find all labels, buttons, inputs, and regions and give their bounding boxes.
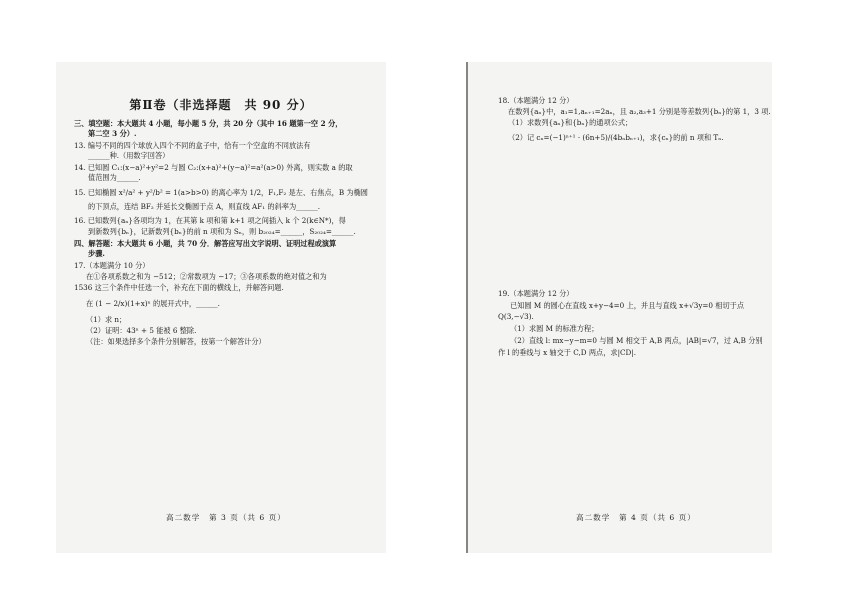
question-18-stem: 在数列{aₙ}中，a₁=1,aₙ₊₁=2aₙ，且 a₂,a₃+1 分别是等差数列{bₙ}的第 1，3 项. xyxy=(508,107,771,116)
question-17-conditions: 在①各项系数之和为 −512；②常数项为 −17；③各项系数的绝对值之和为 xyxy=(86,272,327,281)
section-title: 第Ⅱ卷（非选择题 共 90 分） xyxy=(129,98,313,112)
question-13-cont: ______种.（用数字回答） xyxy=(88,151,170,160)
section-four-header: 四、解答题：本大题共 6 小题，共 70 分．解答应写出文字说明、证明过程或演算 xyxy=(74,239,337,248)
question-18-part-1: （1）求数列{aₙ}和{bₙ}的通项公式； xyxy=(508,118,633,127)
question-19-part-2: （2）直线 l: mx−y−m=0 与圆 M 相交于 A,B 两点，|AB|=√7，过 A,B 分别 xyxy=(510,336,763,345)
exam-page-3 xyxy=(56,62,386,553)
section-three-header: 三、填空题：本大题共 4 小题，每小题 5 分，共 20 分（其中 16 题第一空 2 分， xyxy=(74,119,343,128)
question-17-note: （注：如果选择多个条件分别解答，按第一个解答计分） xyxy=(86,337,266,346)
question-15: 15. 已知椭圆 x²/a² + y²/b² = 1(a>b>0) 的离心率为 1/2，F₁,F₂ 是左、右焦点，B 为椭圆 xyxy=(74,188,368,197)
question-17-part-2: （2）证明：43ⁿ + 5 能被 6 整除. xyxy=(86,326,197,335)
page-footer: 高二数学 第 3 页（共 6 页） xyxy=(166,513,286,522)
question-14: 14. 已知圆 C₁:(x−a)²+y²=2 与圆 C₂:(x+a)²+(y−a)²=a²(a>0) 外离，则实数 a 的取 xyxy=(74,163,353,172)
question-19-stem: 已知圆 M 的圆心在直线 x+y−4=0 上，并且与直线 x+√3y=0 相切于点 xyxy=(510,301,745,310)
question-19-part-1: （1）求圆 M 的标准方程； xyxy=(510,324,599,333)
question-14-cont: 值范围为______. xyxy=(88,173,141,182)
question-13: 13. 编号不同的四个球放入四个不同的盒子中，恰有一个空盒的不同放法有 xyxy=(74,141,311,150)
question-17-heading: 17.（本题满分 10 分） xyxy=(74,261,150,270)
question-16: 16. 已知数列{aₙ}各项均为 1，在其第 k 项和第 k+1 项之间插入 k 个 2(k∈N*)，得 xyxy=(74,216,346,225)
page-footer: 高二数学 第 4 页（共 6 页） xyxy=(576,513,696,522)
exam-page-4 xyxy=(466,62,772,553)
question-19-heading: 19.（本题满分 12 分） xyxy=(498,289,574,298)
question-16-cont: 到新数列{bₙ}，记新数列{bₙ}的前 n 项和为 Sₙ，则 b₂₀₂₄=______，S₂₀₂₄=______. xyxy=(88,227,356,236)
question-17-conditions-cont: 1536 这三个条件中任选一个，补充在下面的横线上，并解答问题. xyxy=(74,283,284,292)
question-19-stem-cont: Q(3,−√3). xyxy=(498,312,534,321)
question-18-heading: 18.（本题满分 12 分） xyxy=(498,96,574,105)
question-18-part-2: （2）记 cₙ=(−1)ⁿ⁺¹ · (6n+5)/(4bₙbₙ₊₁)，求{cₙ}的前 n 项和 Tₙ. xyxy=(508,133,724,142)
question-17-expansion: 在 (1 − 2/x)(1+x)ⁿ 的展开式中，______. xyxy=(86,299,220,308)
question-15-cont: 的下顶点，连结 BF₂ 并延长交椭圆于点 A，则直线 AF₁ 的斜率为______. xyxy=(88,202,320,211)
question-17-part-1: （1）求 n； xyxy=(86,315,127,324)
page-edge xyxy=(466,62,468,553)
question-19-part-2-cont: 作 l 的垂线与 x 轴交于 C,D 两点，求|CD|. xyxy=(498,348,636,357)
section-three-header-cont: 第二空 3 分）. xyxy=(88,129,137,138)
section-four-header-cont: 步骤. xyxy=(88,249,105,258)
